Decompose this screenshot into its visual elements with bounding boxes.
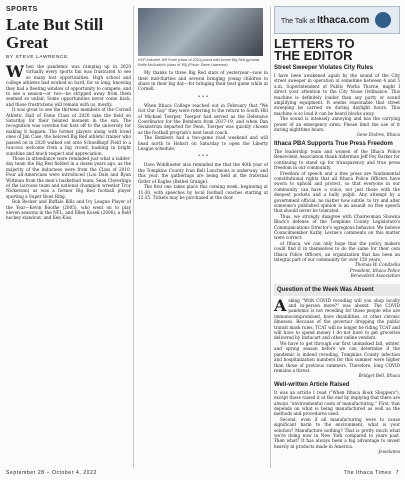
inductee-photo <box>138 8 263 56</box>
photo-caption: HOF inductee Jeff Foote (class of 2010) poses with former Big Red gymnast Kellie McGoldrick (class of '85) (Photo: Steve Lawrence) <box>138 58 260 67</box>
talk-banner-text: The Talk at Ithaca.com <box>281 14 370 26</box>
letter-signature: -Jewelanes <box>377 449 400 455</box>
letter-paragraph: We have to get through our first unmasked fall, winter, and spring season before we can determine if the pandemic is indeed receding. Tompkins County infection and hospitalization numbers for this summer were higher than those of previous summers. Therefore, long COVID remains a threat. <box>274 340 400 373</box>
article-paragraph: When the pandemic was ramping up in 2020 virtually every sports fan was frustrated to see so many lost opportunities. High school and college athletes had worked so hard, for so long, knowing they had a fleeting window of opportunity to compete, and to see a season—or two—be stripped away from them seemed so unfair. Some opportunities never come back, and those frustrations will remain with us, mostly. <box>6 62 131 107</box>
column-rule <box>270 6 271 468</box>
letters-heading: LETTERS TO THE EDITOR <box>274 36 355 63</box>
article-paragraph: Those in attendance were reminded just what a ladder-day team the Big Red fielded in a dozen years ago, as the majority of the inductees were from the Class of 2010. Four all-Americans were introduced (Lou Dale and Ryan Wittman from the men's basketball team; Sean Cleveringa of the lacrosse team and national champion wrestler Troy Nickerson) as was a former Big Red football player sporting a Super Bowl Ring. <box>6 155 131 199</box>
letter-paragraph: I have been awakened again by the sound of the City street sweeper in operation at sometime between 4 and 5 a.m. Superintendent of Public Works Thorne, might I direct your attention to the City Noise Ordinance. This machine is definitely louder than any party or sound amplifying equipment. It seems reasonable that street sweeping be carried on during daylight hours. This machine is so loud it can be heard blocks away. <box>274 73 400 116</box>
letter-paragraph: The leadership team and women of the Ithaca Police Benevolent Association thank Alderman Jeff Fey Barker for continuing to stand up for transparency and true press freedom in our community. <box>274 148 400 171</box>
section-label: SPORTS <box>6 6 38 13</box>
article-paragraph: The Bombers had a two-game road weekend and will head north to Hobart on Saturday to open the Liberty League schedule. <box>138 135 268 152</box>
letter-paragraph: The sound is intensely annoying and has the carrying power of an emergency siren. Please limit the use of it during nighttime hours. <box>274 116 400 133</box>
sports-column-2 <box>138 0 268 200</box>
letters-column <box>274 0 400 455</box>
article-paragraph: My thanks to three Big Red stars of yesteryear—now in their mid-thirties and several bringing young children to share in their big day—for bringing their best game while at Cornell. <box>138 70 268 92</box>
column-rule <box>133 6 134 468</box>
letter-paragraph: It was an article I read ("When Ithaca Book Shoppers"), except those raised it at the end by implying that there are always "environmental costs of manufacturing." First, that depends on what is being manufactured as well as the methods and procedures used. <box>274 389 400 417</box>
sports-column <box>6 0 131 221</box>
letter-signature: Gene Endres, Ithaca <box>356 132 400 138</box>
letter-title: Well-written Article Raised <box>274 381 350 388</box>
letter-title: Street Sweeper Violates City Rules <box>274 65 373 71</box>
article-paragraph: When Ithaca College reached out in February that "We Got Our Guy" they were referring to the return to South Hill of Michael Toerper. Toerper had served as the Defensive Coordinator for the Bombers from 2017-19, and when Dan Swanstrom departed for Penn, Toerper was quickly chosen as the football program's next head coach. <box>138 102 268 135</box>
letter-signature: Thomas W. Condzella <box>354 262 400 268</box>
letter-paragraph: Thus, we strongly disagree with Chairwoman Shawna Black's defense of the Tompkins County Legislature's Communications Director's egregious behavior. We believe Councilmember Kathy Levine's comments on this matter were correct. <box>274 213 400 241</box>
letter-paragraph: Asking "With COVID receding will you shop locally and in-person more?" was absent. The COVID pandemic is not receding for those people who are immunocompromised, have disabilities, or other chronic illnesses. Because of the governor dropping the public transit mask rules, TCAT will no longer be riding TCAT and will have to spend money I do not have to get groceries delivered by Instacart and other online vendors. <box>274 295 400 341</box>
article-paragraph: Dave Wohlhueter also reminded me that the 40th year of the Tompkins County Ivan Bell Luncheons is underway, and this year, the gatherings are being held at the fraternal Order of Eagles (Bethel Grange). <box>138 162 268 184</box>
ithaca-logo-icon <box>375 12 391 28</box>
page-footer <box>6 470 399 476</box>
letter-signature: President, Ithaca Police <box>349 267 400 273</box>
byline: BY STEVE LAWRENCE <box>6 55 68 60</box>
question-heading: Question of the Week Was Absent <box>274 284 400 296</box>
letter-signature: Bridget Bell, Ithaca <box>358 373 400 379</box>
drop-cap: A <box>274 295 287 315</box>
article-paragraph: It was great to see the thirteen members of the Cornell Athletic Hall of Fame Class of 2020 take the field on Saturday for their belated moment in the sun. The recognition was overdue but hats off to the university for making it happen. The former players along with loved ones of Jim Case, the beloved Big Red athletic trainer who passed on in 2020 walked out onto Schoellkopf Field to a raucous welcome from a big crowd, basking in bright sunshine and much respect and appreciation. <box>6 107 131 156</box>
letter-paragraph: Second, even if all manufacturing were to cause significant harm to the environment, what is your solution? Manufacture nothing? That is pretty much what we're doing now in New York compared to years past. Then what? It has always been a big advantage to invest heavily in products made in America. <box>274 416 400 449</box>
letter-paragraph: Freedom of speech and a free press are fundamental constitutional rights that all Ithaca Police Officers have sworn to uphold and protect, so that everyone in our community can have a voice, not just those with the deepest pockets and a bully pulpit. Any attempt by a government official, no matter how subtle, to try and alter someone's published opinion is an assault on free speech that should never be tolerated. <box>274 170 400 214</box>
article-paragraph: The first one takes place this coming week, beginning at 11:30, with speeches by local football coaches starting at 12:15. Tickets may be purchased at the door. <box>138 184 268 200</box>
letter-title: Ithaca PBA Supports True Press Freedom <box>274 140 393 147</box>
footer-date: September 28 – October 4, 2022 <box>6 470 97 476</box>
drop-cap: W <box>6 62 24 81</box>
footer-paper: The Ithaca Times 7 <box>343 470 399 476</box>
article-paragraph: Bob Becker and Buffalo Bills and Ivy League Player of the Year—Kevin Boothe (2005), who went on to play eleven seasons in the NFL, and Ellen Kosek (2006), a field hockey standout, and Ken Kiss. <box>6 199 131 221</box>
letter-paragraph: of Ithaca, we can only hope that the policy makers could find it in themselves to do the same for their own Ithaca Police Officers, an organization that has been an integral part of our community for over 150 years. <box>274 240 400 262</box>
sports-headline: Late But Still Great <box>6 15 104 52</box>
section-divider: • • • <box>197 94 209 100</box>
talk-banner[interactable] <box>274 6 400 34</box>
page-number: 7 <box>395 470 399 476</box>
letter-signature: Benevolent Association <box>350 273 400 279</box>
section-divider: • • • <box>197 154 209 160</box>
